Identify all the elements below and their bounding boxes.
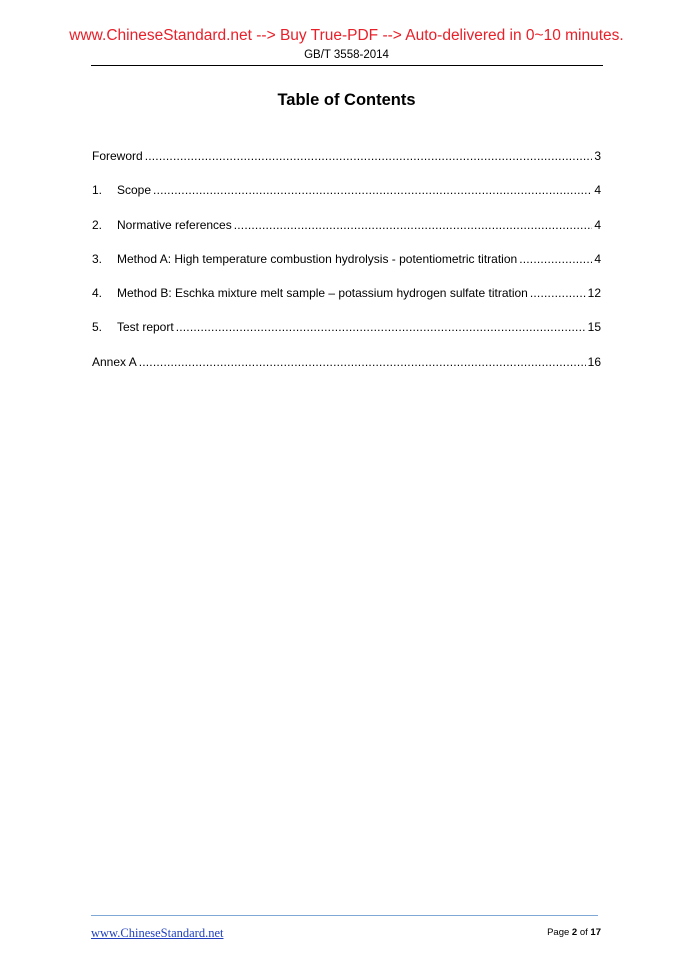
toc-dot-leader [153,183,592,197]
toc-entry-test-report[interactable] [92,320,601,354]
footer-website-link[interactable]: www.ChineseStandard.net [91,926,224,940]
toc-dot-leader [145,149,593,163]
page-of: of [579,927,588,938]
page-total: 17 [590,927,601,938]
toc-entry-text: Foreword [92,149,143,163]
toc-entry-page: 4 [594,183,601,198]
toc-entry-method-a[interactable] [92,252,601,286]
toc-entry-number: 4. [92,286,103,301]
toc-entry-number: 5. [92,320,103,335]
page-prefix: Page [547,927,570,938]
toc-dot-leader [530,286,586,300]
header-divider [91,65,603,66]
page-number [547,927,601,938]
toc-dot-leader [139,355,586,369]
toc-entry-number: 2. [92,217,103,232]
table-of-contents [92,149,601,389]
toc-entry-text: Scope [117,183,152,198]
promo-banner-link[interactable]: www.ChineseStandard.net --> Buy True-PDF --> Auto-delivered in 0~10 minutes. [69,27,624,44]
toc-entry-method-b[interactable] [92,286,601,320]
toc-entry-page: 16 [587,354,601,369]
toc-entry-text: Method A: High temperature combustion hydrolysis - potentiometric titration [117,251,518,266]
toc-entry-scope[interactable] [92,183,601,217]
document-code: GB/T 3558-2014 [304,49,389,61]
toc-entry-annex-a[interactable] [92,355,601,389]
toc-dot-leader [234,218,593,232]
toc-entry-page: 4 [594,217,601,232]
toc-dot-leader [519,252,592,266]
toc-entry-page: 4 [594,251,601,266]
toc-entry-page: 15 [587,320,601,335]
toc-entry-page: 12 [587,286,601,301]
page-current: 2 [571,927,578,938]
toc-entry-text: Method B: Eschka mixture melt sample – potassium hydrogen sulfate titration [117,286,528,301]
toc-entry-foreword[interactable] [92,149,601,183]
footer-divider [91,915,598,916]
toc-entry-number: 3. [92,251,103,266]
toc-entry-normative-references[interactable] [92,218,601,252]
toc-dot-leader [176,320,586,334]
toc-entry-number: 1. [92,183,103,198]
toc-entry-page: 3 [594,149,601,163]
toc-entry-text: Normative references [117,217,232,232]
toc-entry-text: Test report [117,320,174,335]
toc-entry-text: Annex A [92,354,137,369]
toc-title: Table of Contents [277,91,416,109]
